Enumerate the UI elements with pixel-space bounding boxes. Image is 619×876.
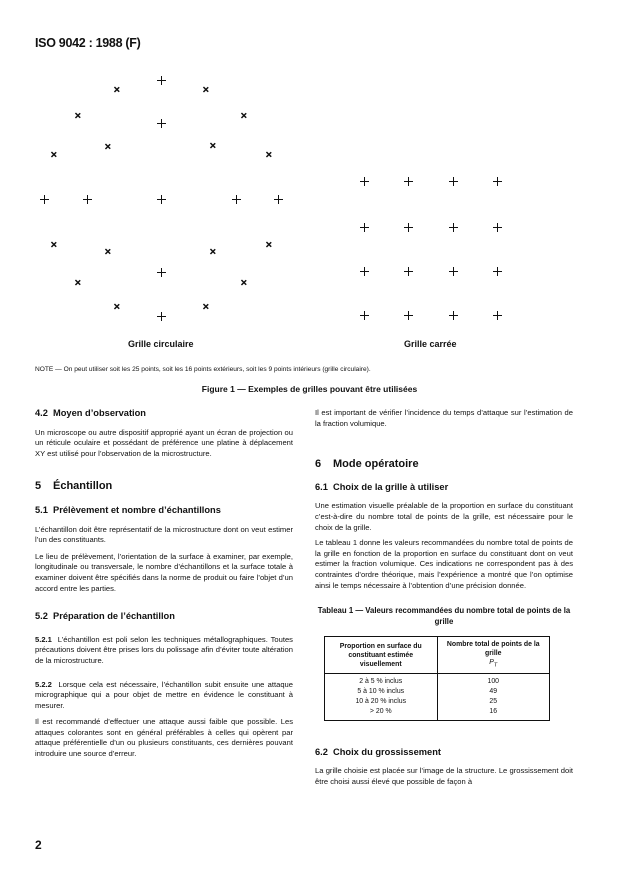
- page-number: 2: [35, 838, 42, 852]
- document-header: ISO 9042 : 1988 (F): [35, 36, 141, 50]
- grid-point-cross-icon: [265, 241, 272, 248]
- section-6-heading: 6 Mode opératoire: [315, 458, 419, 471]
- grid-point-cross-icon: [113, 86, 120, 93]
- section-6-2-text: La grille choisie est placée sur l’image de la structure. Le grossissement doit être choisi aussi élevé que possible de façon à: [315, 766, 573, 786]
- grid-point-plus-icon: [449, 267, 458, 276]
- section-6-1-para-2: Le tableau 1 donne les valeurs recommandées du nombre total de points de la grille en fonction de la proportion en surface du constituant dont on veut estimer la fraction volumique. Ces indications ne correspondent pas à des contraintes d’ordre théorique, mais l’expérience a montré que l’on optimise ainsi le temps nécessaire à l’obtention d’une précision donnée.: [315, 538, 573, 590]
- grid-point-plus-icon: [157, 268, 166, 277]
- table-header-proportion: Proportion en surface du constituant estimée visuellement: [325, 637, 438, 673]
- grid-point-plus-icon: [493, 223, 502, 232]
- figure-note: NOTE — On peut utiliser soit les 25 points, soit les 16 points extérieurs, soit les 9 points intérieurs (grille circulaire).: [35, 366, 371, 373]
- circular-grid-caption: Grille circulaire: [128, 339, 194, 349]
- grid-point-plus-icon: [404, 223, 413, 232]
- pt-symbol: $P_T$: [489, 659, 498, 669]
- section-4-2-text: Un microscope ou autre dispositif approprié ayant un écran de projection ou un réticule oculaire et possédant de préférence une platine à déplacement XY est utilisé pour l’observation de la microstructure.: [35, 427, 293, 458]
- grid-point-cross-icon: [265, 151, 272, 158]
- grid-point-plus-icon: [449, 177, 458, 186]
- grid-point-plus-icon: [360, 267, 369, 276]
- table-header-points: Nombre total de points de la grille $P_T$: [437, 637, 550, 673]
- grid-point-plus-icon: [449, 311, 458, 320]
- table-row: 5 à 10 % inclus 49: [325, 687, 550, 697]
- section-5-1-para-1: L’échantillon doit être représentatif de la microstructure dont on veut estimer l’un des constituants.: [35, 524, 293, 545]
- table-1-title: Tableau 1 — Valeurs recommandées du nombre total de points de la grille: [317, 606, 571, 627]
- figure-title: Figure 1 — Exemples de grilles pouvant être utilisées: [201, 384, 418, 394]
- table-row: 10 à 20 % inclus 25: [325, 697, 550, 707]
- section-5-heading: 5 Échantillon: [35, 480, 113, 493]
- section-6-1-heading: 6.1 Choix de la grille à utiliser: [315, 481, 449, 492]
- grid-point-cross-icon: [209, 142, 216, 149]
- section-5-1-para-2: Le lieu de prélèvement, l’orientation de la surface à examiner, par exemple, longitudinale ou transversale, le nombre d’échantillons et la surface totale à examiner doivent être spécifiés dans la norme de produit ou faire l’objet d’un accord entre les parties.: [35, 551, 293, 593]
- grid-point-cross-icon: [240, 112, 247, 119]
- grid-point-plus-icon: [493, 267, 502, 276]
- grid-point-plus-icon: [360, 177, 369, 186]
- grid-point-plus-icon: [274, 195, 283, 204]
- section-6-1-para-1: Une estimation visuelle préalable de la proportion en surface du constituant c’est-à-dire du nombre total de points de la grille, est nécessaire pour le choix de la grille.: [315, 501, 573, 532]
- grid-point-cross-icon: [50, 241, 57, 248]
- square-grid-caption: Grille carrée: [404, 339, 457, 349]
- table-1: [324, 636, 550, 720]
- section-4-2-heading: 4.2 Moyen d’observation: [35, 408, 146, 418]
- grid-point-plus-icon: [232, 195, 241, 204]
- grid-point-plus-icon: [360, 223, 369, 232]
- grid-point-cross-icon: [202, 86, 209, 93]
- grid-point-plus-icon: [157, 76, 166, 85]
- table-row: > 20 % 16: [325, 707, 550, 721]
- grid-point-plus-icon: [493, 311, 502, 320]
- figure-1: [0, 0, 619, 360]
- grid-point-plus-icon: [404, 177, 413, 186]
- left-column: [35, 408, 293, 760]
- grid-point-cross-icon: [74, 279, 81, 286]
- grid-point-plus-icon: [493, 177, 502, 186]
- grid-point-cross-icon: [240, 279, 247, 286]
- grid-point-plus-icon: [40, 195, 49, 204]
- grid-point-cross-icon: [104, 248, 111, 255]
- right-column: [315, 408, 573, 787]
- grid-point-cross-icon: [74, 112, 81, 119]
- grid-point-plus-icon: [449, 223, 458, 232]
- grid-point-plus-icon: [157, 312, 166, 321]
- section-5-2-2-text: 5.2.2 Lorsque cela est nécessaire, l’échantillon subit ensuite une attaque micrographique qui a pour objet de mettre en évidence le constituant à mesurer.: [35, 679, 293, 710]
- grid-point-cross-icon: [50, 151, 57, 158]
- right-intro-text: Il est important de vérifier l’incidence du temps d’attaque sur l’estimation de la fraction volumique.: [315, 408, 573, 428]
- grid-point-cross-icon: [113, 303, 120, 310]
- grid-point-plus-icon: [157, 195, 166, 204]
- section-6-2-heading: 6.2 Choix du grossissement: [315, 746, 441, 757]
- section-5-2-1-text: 5.2.1 L’échantillon est poli selon les techniques métallographiques. Toutes précautions doivent être prises lors du polissage afin d’éviter toute altération de la microstructure.: [35, 634, 293, 665]
- grid-point-cross-icon: [202, 303, 209, 310]
- grid-point-plus-icon: [83, 195, 92, 204]
- grid-point-cross-icon: [104, 143, 111, 150]
- grid-point-plus-icon: [404, 267, 413, 276]
- section-5-2-heading: 5.2 Préparation de l’échantillon: [35, 611, 175, 622]
- table-row: 2 à 5 % inclus 100: [325, 673, 550, 687]
- section-5-1-heading: 5.1 Prélèvement et nombre d’échantillons: [35, 504, 221, 515]
- grid-point-plus-icon: [360, 311, 369, 320]
- grid-point-plus-icon: [157, 119, 166, 128]
- section-5-2-para-3: Il est recommandé d’effectuer une attaque aussi faible que possible. Les attaques colorantes sont en général préférables à celles qui opèrent par attaque préférentielle d’un ou plusieurs constituants, ces dernières pouvant introduire une source d’erreur.: [35, 717, 293, 759]
- grid-point-plus-icon: [404, 311, 413, 320]
- grid-point-cross-icon: [209, 248, 216, 255]
